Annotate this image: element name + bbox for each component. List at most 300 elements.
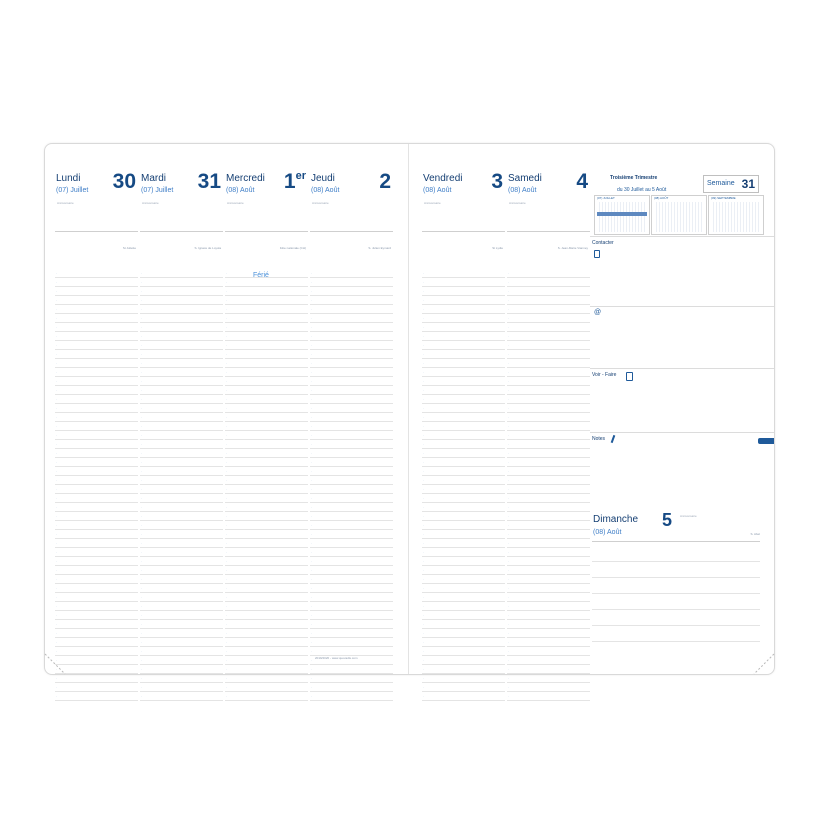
hour-mark: · [226,595,227,599]
hour-mark: · [141,685,142,689]
hour-mark: · [311,361,312,365]
hour-mark: · [226,577,227,581]
hour-line [310,296,393,305]
hour-mark: · [311,523,312,527]
pencil-icon [611,435,616,443]
hour-mark: · [56,271,57,275]
hour-line [225,422,308,431]
hour-mark: · [226,478,227,482]
hour-line [507,314,590,323]
hour-mark: · [226,505,227,509]
hour-mark: · [423,532,424,536]
hour-mark: · [311,469,312,473]
hour-line [310,458,393,467]
hour-line [55,422,138,431]
hour-line [140,404,223,413]
hour-mark: · [141,433,142,437]
hour-line [507,593,590,602]
hour-mark: · [423,577,424,581]
hour-mark: · [423,523,424,527]
hour-mark: · [226,370,227,374]
hour-line [507,692,590,701]
saint-name: S. Abel [750,532,760,536]
hour-mark: · [311,460,312,464]
hour-mark: · [508,451,509,455]
hour-mark: · [508,424,509,428]
hour-mark: · [311,586,312,590]
hour-line [225,548,308,557]
hour-mark: · [141,316,142,320]
hour-line [310,314,393,323]
page-tab-marker [758,438,774,444]
hour-line [507,647,590,656]
hour-mark: · [508,568,509,572]
hour-mark: · [56,460,57,464]
corner-left-icon [45,648,71,674]
hour-mark: · [141,298,142,302]
hour-mark: · [226,550,227,554]
mini-calendar-grid [654,202,704,232]
hour-mark: · [508,289,509,293]
hour-mark: · [311,433,312,437]
hour-line [507,485,590,494]
hour-mark: · [311,541,312,545]
hour-mark: · [56,541,57,545]
hour-mark: · [56,469,57,473]
hour-mark: · [311,370,312,374]
hour-mark: · [311,352,312,356]
hour-line [310,377,393,386]
hour-mark: · [508,622,509,626]
hour-mark: · [56,397,57,401]
hour-mark: · [141,352,142,356]
hour-line [422,296,505,305]
hour-mark: · [226,442,227,446]
hour-line [140,431,223,440]
hour-line [140,323,223,332]
hour-line [310,476,393,485]
hour-mark: · [56,676,57,680]
hour-line [140,674,223,683]
hour-mark: · [226,541,227,545]
hour-line [422,494,505,503]
hour-mark: · [311,379,312,383]
hour-line [422,584,505,593]
hour-mark: · [508,478,509,482]
hour-line [140,593,223,602]
hour-line [507,269,590,278]
hour-mark: · [226,694,227,698]
hour-line [225,566,308,575]
section-label: Contacter [592,240,614,246]
hour-mark: · [508,586,509,590]
day-month: (07) Juillet [141,187,174,194]
day-name: Vendredi [423,173,463,184]
hour-line [422,503,505,512]
hour-line [140,521,223,530]
day-month: (08) Août [226,187,255,194]
section-voir-faire [590,368,774,433]
section-contacter [590,236,774,307]
hour-mark: · [56,613,57,617]
day-number: 5 [662,510,673,530]
hour-mark: · [508,631,509,635]
hour-mark: · [423,487,424,491]
hour-mark: · [423,352,424,356]
hour-mark: · [423,316,424,320]
hour-line [422,512,505,521]
hour-line [225,521,308,530]
hour-line [422,593,505,602]
hour-line [140,305,223,314]
hour-mark: · [141,397,142,401]
hour-mark: · [226,415,227,419]
hour-mark: · [508,667,509,671]
day-name: Dimanche [593,514,639,525]
mini-calendar-august [651,195,707,235]
hour-line [422,485,505,494]
hour-mark: · [226,397,227,401]
hour-mark: · [226,334,227,338]
hour-line [422,413,505,422]
anniversary-label: Anniversaire [227,201,244,205]
saint-name: Fête nationale (CH) [279,246,306,250]
day-number: 30 [112,170,136,193]
hour-line [225,602,308,611]
hour-mark: · [423,514,424,518]
hour-mark: · [56,640,57,644]
hour-line [310,350,393,359]
hour-mark: · [141,649,142,653]
hour-mark: · [56,523,57,527]
hour-line [310,395,393,404]
hour-mark: · [508,649,509,653]
section-notes [590,432,774,509]
hour-line [225,665,308,674]
hour-mark: · [141,559,142,563]
hour-line [507,476,590,485]
hour-mark: · [508,469,509,473]
hour-line [310,602,393,611]
current-week-highlight [597,212,647,216]
hour-mark: · [141,280,142,284]
hour-line [422,305,505,314]
hour-mark: · [56,631,57,635]
hour-line [310,647,393,656]
hour-line [310,584,393,593]
hour-mark: · [226,622,227,626]
hour-mark: · [423,550,424,554]
hour-line [310,557,393,566]
hour-mark: · [226,523,227,527]
hour-mark: · [141,307,142,311]
hour-mark: · [141,442,142,446]
hour-line [422,620,505,629]
hour-mark: · [56,298,57,302]
mini-calendar-july [594,195,650,235]
hour-mark: · [423,298,424,302]
hour-mark: · [226,361,227,365]
hour-line [225,575,308,584]
hour-mark: · [56,694,57,698]
hour-mark: · [508,397,509,401]
hour-mark: · [423,280,424,284]
day-number [284,170,306,194]
hour-line [507,656,590,665]
day-block-dimanche [590,508,760,658]
hour-mark: · [508,487,509,491]
hour-line [225,449,308,458]
hour-line [422,287,505,296]
hour-mark: · [141,577,142,581]
hour-mark: · [226,388,227,392]
hour-line [55,521,138,530]
day-column-samedi [507,166,590,698]
hour-mark: · [508,694,509,698]
hour-mark: · [56,658,57,662]
hour-line [507,440,590,449]
hour-line [140,512,223,521]
hour-line [55,368,138,377]
left-page [45,144,409,698]
hour-line [225,692,308,701]
hour-line [225,494,308,503]
hour-line [507,611,590,620]
hour-mark: · [423,397,424,401]
hour-mark: · [141,568,142,572]
hour-mark: · [226,613,227,617]
hour-mark: · [311,406,312,410]
hour-mark: · [141,676,142,680]
hour-mark: · [56,622,57,626]
hour-line [225,413,308,422]
hour-line [310,305,393,314]
week-range: du 30 Juillet au 5 Août [617,187,667,193]
week-label: Semaine [707,180,735,187]
hour-mark: · [226,532,227,536]
hour-mark: · [56,280,57,284]
hour-line [507,368,590,377]
hour-line [310,620,393,629]
hour-line [422,269,505,278]
day-header [310,166,393,250]
hour-mark: · [226,307,227,311]
hour-mark: · [423,433,424,437]
hour-mark: · [311,658,312,662]
hour-line [225,332,308,341]
hour-mark: · [226,325,227,329]
hour-mark: · [56,568,57,572]
hour-line [55,557,138,566]
hour-mark: · [311,280,312,284]
hour-mark: · [423,631,424,635]
hour-line [55,683,138,692]
hour-mark: · [141,361,142,365]
hour-mark: · [311,649,312,653]
hour-line [140,422,223,431]
hour-line [422,458,505,467]
hour-line [55,548,138,557]
hour-line [310,638,393,647]
hour-line [140,548,223,557]
hour-mark: · [56,325,57,329]
hour-line [422,629,505,638]
hour-line [225,476,308,485]
hour-line [422,368,505,377]
hour-line [422,404,505,413]
hour-mark: · [141,523,142,527]
hour-line [140,377,223,386]
hour-line [140,566,223,575]
hour-line [422,674,505,683]
hour-mark: · [141,622,142,626]
hour-mark: · [141,370,142,374]
hour-line [140,449,223,458]
hour-mark: · [56,586,57,590]
hour-line [225,557,308,566]
hour-mark: · [508,496,509,500]
day-name: Samedi [508,173,542,184]
hour-line [422,539,505,548]
hour-mark: · [508,550,509,554]
hour-line [310,512,393,521]
hour-mark: · [141,604,142,608]
hour-line [140,467,223,476]
hour-mark: · [226,559,227,563]
hour-mark: · [311,676,312,680]
hour-line [55,359,138,368]
hour-mark: · [508,559,509,563]
hour-line [55,539,138,548]
hour-line [140,476,223,485]
day-column-vendredi [422,166,505,698]
hour-line [55,467,138,476]
hour-line [422,656,505,665]
hour-line [55,575,138,584]
hour-line [225,278,308,287]
hour-line [55,377,138,386]
hour-line [55,476,138,485]
day-header [507,166,590,250]
saint-name: St Lydie [492,246,503,250]
hour-line [140,278,223,287]
hour-mark: · [508,280,509,284]
hour-line [422,530,505,539]
hour-line [422,278,505,287]
hour-line [55,593,138,602]
hour-mark: · [311,568,312,572]
hour-mark: · [311,613,312,617]
hour-line [507,458,590,467]
hour-mark: · [141,424,142,428]
hour-line [507,674,590,683]
hour-mark: · [226,316,227,320]
hour-mark: · [508,604,509,608]
hour-mark: · [141,271,142,275]
week-number: 31 [741,177,755,191]
hour-line [225,611,308,620]
anniversary-label: Anniversaire [57,201,74,205]
hour-mark: · [56,307,57,311]
hour-mark: · [226,667,227,671]
hour-line [140,458,223,467]
hour-mark: · [141,460,142,464]
hour-line [55,485,138,494]
hour-mark: · [508,613,509,617]
day-column-mercredi [225,166,308,698]
hour-line [310,413,393,422]
hour-line [55,566,138,575]
hour-line [225,485,308,494]
hour-mark: · [141,289,142,293]
hour-mark: · [141,658,142,662]
hour-line [507,395,590,404]
hour-mark: · [508,379,509,383]
hour-line [507,422,590,431]
hour-mark: · [508,271,509,275]
hour-line [55,458,138,467]
hour-line [55,530,138,539]
hour-mark: · [508,514,509,518]
hour-mark: · [423,334,424,338]
hour-line [422,566,505,575]
hour-mark: · [311,550,312,554]
hour-mark: · [311,532,312,536]
hour-line [507,305,590,314]
hour-line [225,674,308,683]
hour-mark: · [141,505,142,509]
hour-line [310,449,393,458]
hour-line [422,440,505,449]
hour-mark: · [226,424,227,428]
hour-line [140,629,223,638]
hour-line [55,395,138,404]
hour-line [140,638,223,647]
hour-line [310,359,393,368]
hour-mark: · [423,640,424,644]
day-header [55,166,138,250]
hour-mark: · [423,595,424,599]
hour-mark: · [311,307,312,311]
hour-line [507,521,590,530]
anniversary-label: Anniversaire [312,201,329,205]
hour-line [140,602,223,611]
hour-line [422,683,505,692]
hour-line [225,584,308,593]
hour-mark: · [226,640,227,644]
day-month: (08) Août [508,187,537,194]
hour-line [507,512,590,521]
hour-mark: · [508,415,509,419]
hour-line [507,530,590,539]
hour-line [140,665,223,674]
hour-line [422,575,505,584]
hour-line [140,386,223,395]
hour-mark: · [226,514,227,518]
hour-mark: · [56,649,57,653]
hour-mark: · [56,685,57,689]
hour-mark: · [423,505,424,509]
hour-line [140,539,223,548]
section-label: Notes [592,436,606,442]
hour-mark: · [226,460,227,464]
hour-line [310,422,393,431]
hour-mark: · [311,559,312,563]
hour-mark: · [508,460,509,464]
hour-line [310,287,393,296]
hour-mark: · [508,433,509,437]
hour-mark: · [423,406,424,410]
